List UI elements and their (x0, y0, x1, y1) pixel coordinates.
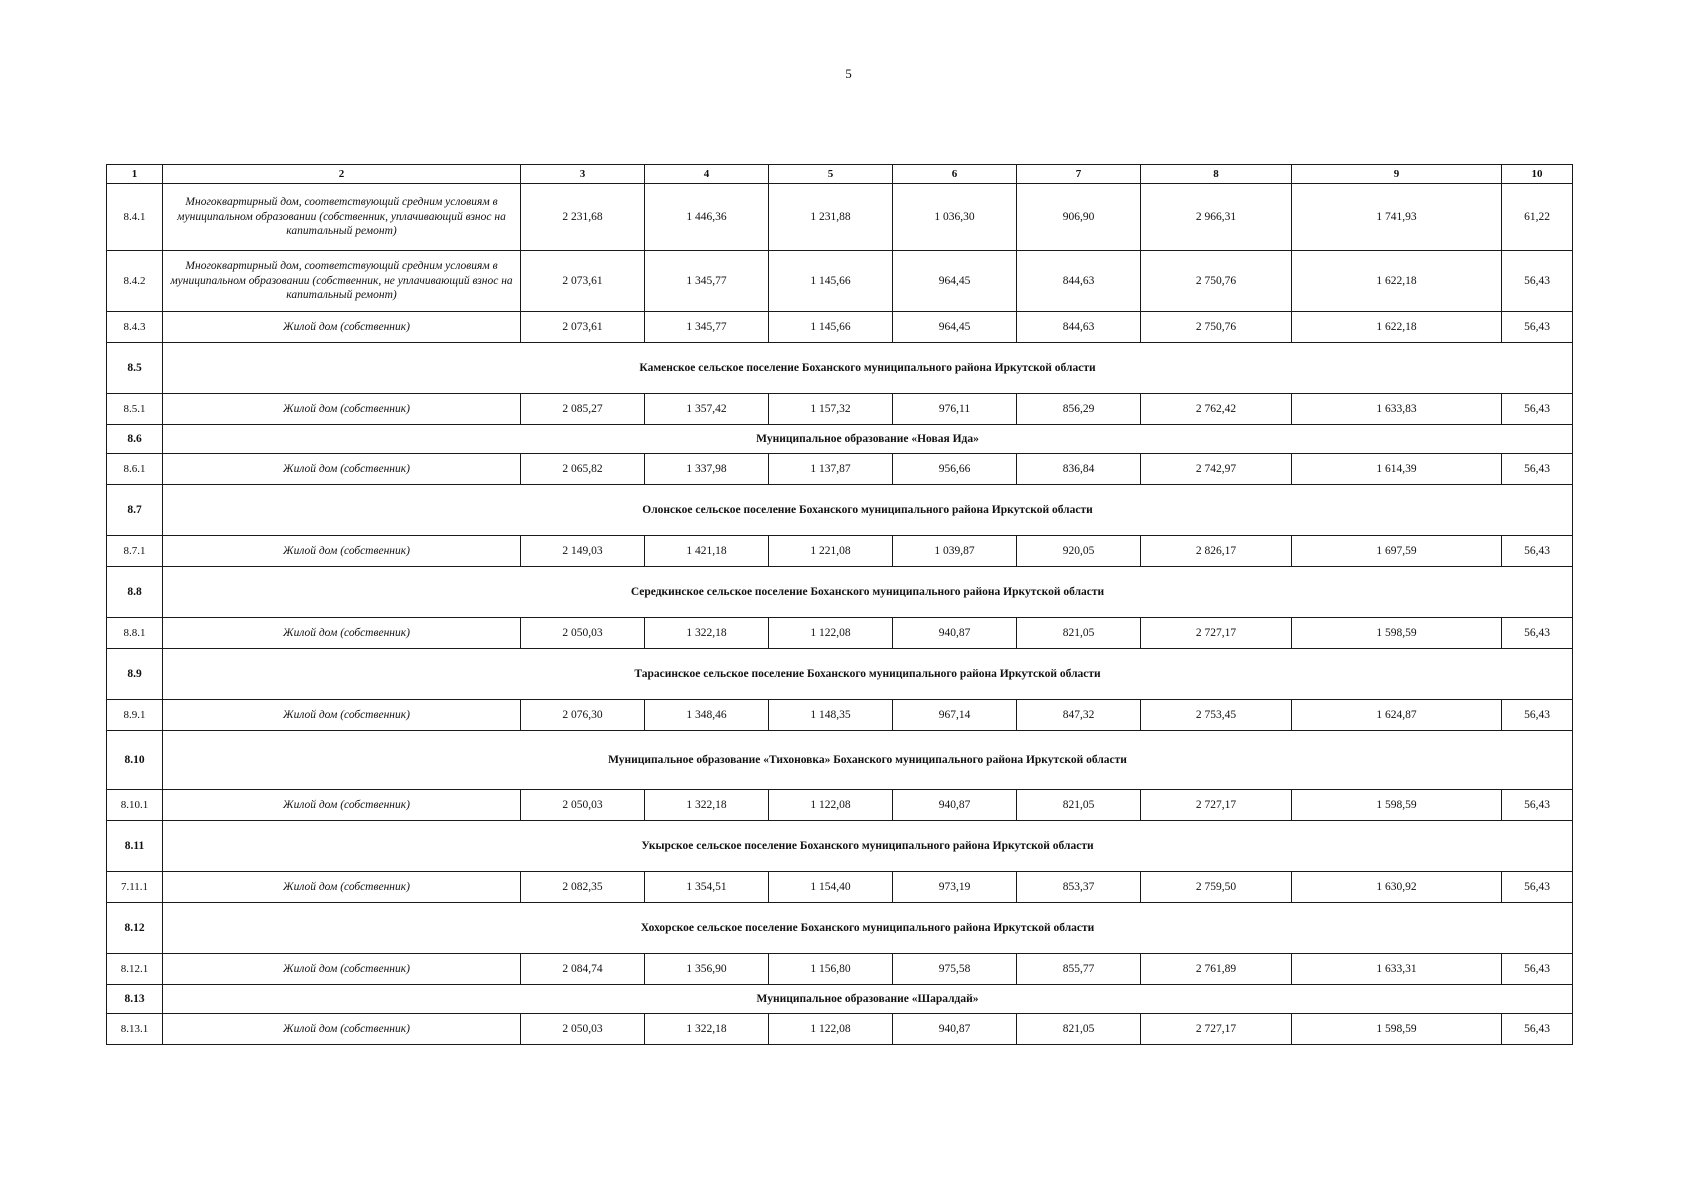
value-cell: 1 154,40 (769, 872, 893, 903)
table-row (107, 312, 1573, 343)
value-cell: 2 050,03 (521, 790, 645, 821)
section-row (107, 649, 1573, 700)
value-cell: 2 727,17 (1141, 790, 1292, 821)
value-cell: 56,43 (1502, 700, 1573, 731)
table-row (107, 454, 1573, 485)
row-code: 8.10.1 (107, 790, 163, 821)
row-description: Жилой дом (собственник) (163, 618, 521, 649)
value-cell: 940,87 (893, 790, 1017, 821)
row-code: 7.11.1 (107, 872, 163, 903)
value-cell: 964,45 (893, 251, 1017, 312)
value-cell: 56,43 (1502, 454, 1573, 485)
row-description: Жилой дом (собственник) (163, 536, 521, 567)
value-cell: 1 356,90 (645, 954, 769, 985)
value-cell: 1 137,87 (769, 454, 893, 485)
value-cell: 1 622,18 (1292, 312, 1502, 343)
value-cell: 2 073,61 (521, 251, 645, 312)
row-description: Жилой дом (собственник) (163, 954, 521, 985)
value-cell: 56,43 (1502, 618, 1573, 649)
section-row (107, 821, 1573, 872)
section-title: Муниципальное образование «Новая Ида» (163, 425, 1573, 454)
value-cell: 836,84 (1017, 454, 1141, 485)
row-code: 8.9.1 (107, 700, 163, 731)
table-row (107, 700, 1573, 731)
value-cell: 1 322,18 (645, 790, 769, 821)
section-row (107, 425, 1573, 454)
value-cell: 2 082,35 (521, 872, 645, 903)
section-title: Муниципальное образование «Тихоновка» Боханского муниципального района Иркутской области (163, 731, 1573, 790)
row-description: Жилой дом (собственник) (163, 872, 521, 903)
value-cell: 1 624,87 (1292, 700, 1502, 731)
value-cell: 2 762,42 (1141, 394, 1292, 425)
value-cell: 2 050,03 (521, 1014, 645, 1045)
value-cell: 2 742,97 (1141, 454, 1292, 485)
value-cell: 821,05 (1017, 1014, 1141, 1045)
table-row (107, 1014, 1573, 1045)
column-header: 2 (163, 165, 521, 184)
value-cell: 1 446,36 (645, 184, 769, 251)
value-cell: 1 633,31 (1292, 954, 1502, 985)
table-row (107, 251, 1573, 312)
column-header: 6 (893, 165, 1017, 184)
value-cell: 2 076,30 (521, 700, 645, 731)
value-cell: 2 149,03 (521, 536, 645, 567)
value-cell: 821,05 (1017, 618, 1141, 649)
value-cell: 964,45 (893, 312, 1017, 343)
row-description: Жилой дом (собственник) (163, 312, 521, 343)
value-cell: 1 337,98 (645, 454, 769, 485)
value-cell: 1 148,35 (769, 700, 893, 731)
value-cell: 2 231,68 (521, 184, 645, 251)
value-cell: 956,66 (893, 454, 1017, 485)
value-cell: 920,05 (1017, 536, 1141, 567)
row-code: 8.7.1 (107, 536, 163, 567)
section-code: 8.10 (107, 731, 163, 790)
table-row (107, 872, 1573, 903)
value-cell: 2 966,31 (1141, 184, 1292, 251)
table-row (107, 954, 1573, 985)
column-header: 9 (1292, 165, 1502, 184)
value-cell: 2 761,89 (1141, 954, 1292, 985)
row-code: 8.4.1 (107, 184, 163, 251)
section-row (107, 985, 1573, 1014)
row-description: Жилой дом (собственник) (163, 700, 521, 731)
value-cell: 56,43 (1502, 312, 1573, 343)
section-title: Муниципальное образование «Шаралдай» (163, 985, 1573, 1014)
value-cell: 1 039,87 (893, 536, 1017, 567)
value-cell: 2 073,61 (521, 312, 645, 343)
value-cell: 1 598,59 (1292, 1014, 1502, 1045)
value-cell: 1 157,32 (769, 394, 893, 425)
section-title: Тарасинское сельское поселение Боханского муниципального района Иркутской области (163, 649, 1573, 700)
value-cell: 940,87 (893, 618, 1017, 649)
row-code: 8.12.1 (107, 954, 163, 985)
value-cell: 2 084,74 (521, 954, 645, 985)
value-cell: 821,05 (1017, 790, 1141, 821)
column-header: 1 (107, 165, 163, 184)
value-cell: 2 750,76 (1141, 312, 1292, 343)
row-code: 8.13.1 (107, 1014, 163, 1045)
value-cell: 2 753,45 (1141, 700, 1292, 731)
column-header: 4 (645, 165, 769, 184)
value-cell: 56,43 (1502, 1014, 1573, 1045)
value-cell: 1 741,93 (1292, 184, 1502, 251)
value-cell: 1 122,08 (769, 618, 893, 649)
value-cell: 967,14 (893, 700, 1017, 731)
value-cell: 1 122,08 (769, 1014, 893, 1045)
value-cell: 1 156,80 (769, 954, 893, 985)
row-description: Жилой дом (собственник) (163, 1014, 521, 1045)
table-row (107, 184, 1573, 251)
value-cell: 1 345,77 (645, 251, 769, 312)
table-body (107, 184, 1573, 1045)
value-cell: 56,43 (1502, 536, 1573, 567)
table-row (107, 536, 1573, 567)
row-code: 8.8.1 (107, 618, 163, 649)
section-row (107, 903, 1573, 954)
value-cell: 973,19 (893, 872, 1017, 903)
value-cell: 1 421,18 (645, 536, 769, 567)
value-cell: 856,29 (1017, 394, 1141, 425)
section-code: 8.12 (107, 903, 163, 954)
value-cell: 2 759,50 (1141, 872, 1292, 903)
tariff-table (106, 164, 1573, 1045)
row-code: 8.6.1 (107, 454, 163, 485)
row-description: Многоквартирный дом, соответствующий средним условиям в муниципальном образовании (собственник, не уплачивающий взнос на капитальный ремонт) (163, 251, 521, 312)
value-cell: 1 345,77 (645, 312, 769, 343)
column-header: 3 (521, 165, 645, 184)
value-cell: 1 122,08 (769, 790, 893, 821)
value-cell: 2 727,17 (1141, 618, 1292, 649)
section-code: 8.6 (107, 425, 163, 454)
value-cell: 2 050,03 (521, 618, 645, 649)
section-row (107, 567, 1573, 618)
value-cell: 1 145,66 (769, 312, 893, 343)
row-description: Жилой дом (собственник) (163, 790, 521, 821)
value-cell: 1 622,18 (1292, 251, 1502, 312)
table-row (107, 394, 1573, 425)
value-cell: 1 145,66 (769, 251, 893, 312)
section-code: 8.5 (107, 343, 163, 394)
value-cell: 1 221,08 (769, 536, 893, 567)
column-header: 10 (1502, 165, 1573, 184)
value-cell: 847,32 (1017, 700, 1141, 731)
row-description: Жилой дом (собственник) (163, 454, 521, 485)
table-row (107, 618, 1573, 649)
value-cell: 1 697,59 (1292, 536, 1502, 567)
value-cell: 976,11 (893, 394, 1017, 425)
row-code: 8.5.1 (107, 394, 163, 425)
section-title: Каменское сельское поселение Боханского муниципального района Иркутской области (163, 343, 1573, 394)
value-cell: 1 633,83 (1292, 394, 1502, 425)
value-cell: 56,43 (1502, 251, 1573, 312)
section-code: 8.9 (107, 649, 163, 700)
column-header: 8 (1141, 165, 1292, 184)
page-number: 5 (845, 66, 852, 81)
value-cell: 975,58 (893, 954, 1017, 985)
section-title: Олонское сельское поселение Боханского муниципального района Иркутской области (163, 485, 1573, 536)
section-code: 8.8 (107, 567, 163, 618)
value-cell: 1 354,51 (645, 872, 769, 903)
row-code: 8.4.2 (107, 251, 163, 312)
value-cell: 2 065,82 (521, 454, 645, 485)
column-header: 5 (769, 165, 893, 184)
value-cell: 2 826,17 (1141, 536, 1292, 567)
section-code: 8.11 (107, 821, 163, 872)
section-title: Укырское сельское поселение Боханского муниципального района Иркутской области (163, 821, 1573, 872)
section-code: 8.13 (107, 985, 163, 1014)
row-code: 8.4.3 (107, 312, 163, 343)
value-cell: 61,22 (1502, 184, 1573, 251)
value-cell: 1 231,88 (769, 184, 893, 251)
column-header: 7 (1017, 165, 1141, 184)
section-title: Середкинское сельское поселение Боханского муниципального района Иркутской области (163, 567, 1573, 618)
section-row (107, 731, 1573, 790)
value-cell: 1 630,92 (1292, 872, 1502, 903)
value-cell: 844,63 (1017, 251, 1141, 312)
section-code: 8.7 (107, 485, 163, 536)
value-cell: 56,43 (1502, 394, 1573, 425)
row-description: Многоквартирный дом, соответствующий средним условиям в муниципальном образовании (собственник, уплачивающий взнос на капитальный ремонт) (163, 184, 521, 251)
section-title: Хохорское сельское поселение Боханского муниципального района Иркутской области (163, 903, 1573, 954)
value-cell: 56,43 (1502, 790, 1573, 821)
value-cell: 855,77 (1017, 954, 1141, 985)
value-cell: 1 598,59 (1292, 790, 1502, 821)
section-row (107, 485, 1573, 536)
value-cell: 844,63 (1017, 312, 1141, 343)
value-cell: 2 085,27 (521, 394, 645, 425)
value-cell: 1 322,18 (645, 1014, 769, 1045)
value-cell: 1 036,30 (893, 184, 1017, 251)
section-row (107, 343, 1573, 394)
value-cell: 1 614,39 (1292, 454, 1502, 485)
value-cell: 906,90 (1017, 184, 1141, 251)
value-cell: 2 727,17 (1141, 1014, 1292, 1045)
table-row (107, 790, 1573, 821)
value-cell: 853,37 (1017, 872, 1141, 903)
value-cell: 1 322,18 (645, 618, 769, 649)
row-description: Жилой дом (собственник) (163, 394, 521, 425)
value-cell: 1 598,59 (1292, 618, 1502, 649)
value-cell: 1 348,46 (645, 700, 769, 731)
value-cell: 1 357,42 (645, 394, 769, 425)
column-number-row (107, 165, 1573, 184)
value-cell: 56,43 (1502, 872, 1573, 903)
value-cell: 2 750,76 (1141, 251, 1292, 312)
value-cell: 56,43 (1502, 954, 1573, 985)
value-cell: 940,87 (893, 1014, 1017, 1045)
